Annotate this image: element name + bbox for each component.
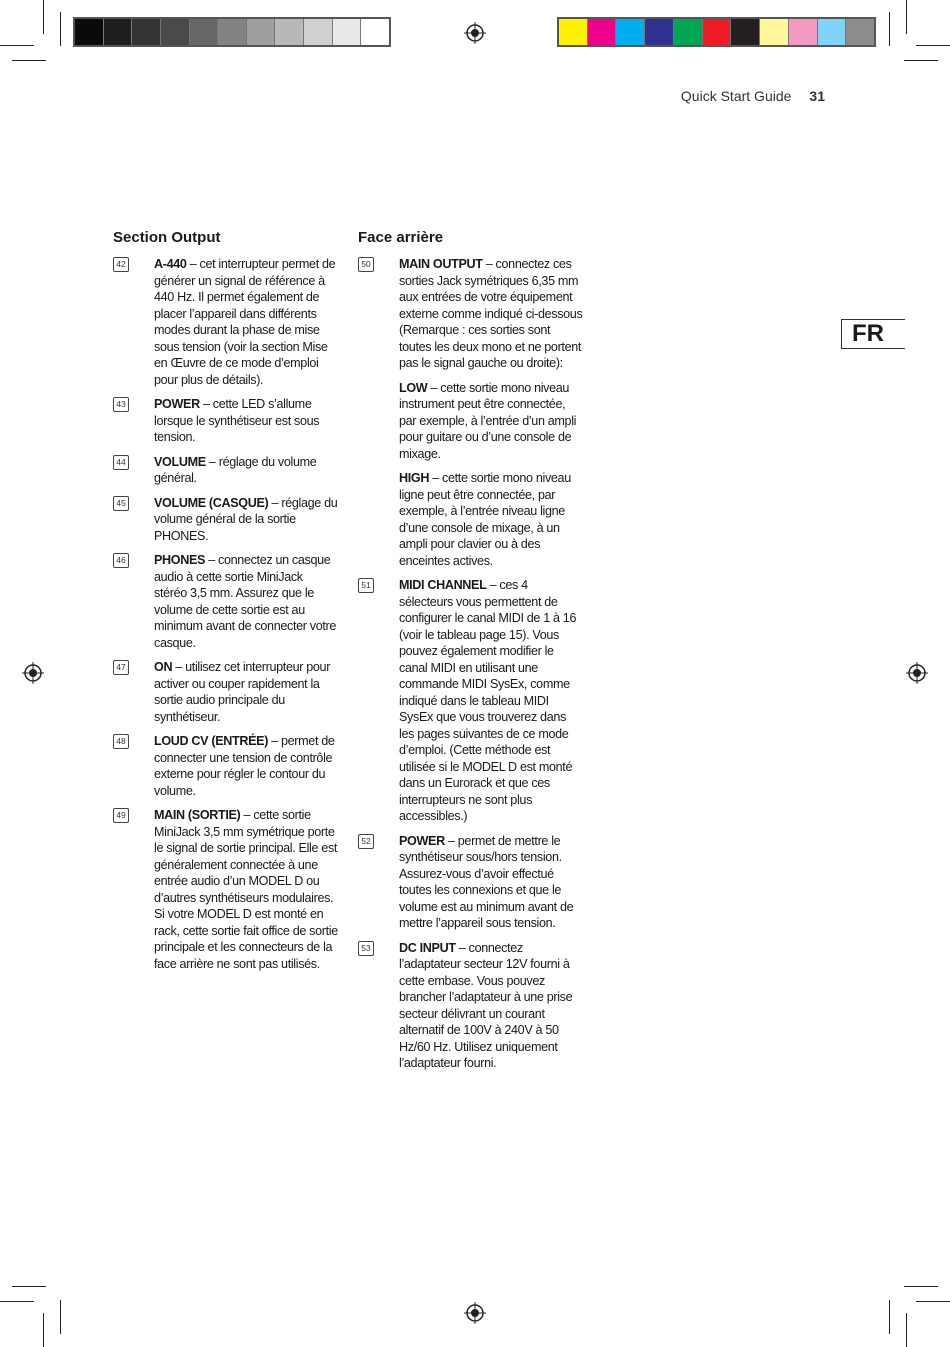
gray-swatch [217, 19, 246, 45]
page-number: 31 [809, 88, 825, 104]
page-header [681, 88, 825, 104]
item-description [154, 396, 338, 446]
color-swatch [615, 19, 644, 45]
item-description [399, 577, 583, 825]
item-text: – cette LED s’allume lorsque le synthétiseur est sous tension. [154, 397, 320, 444]
item-term: POWER [399, 833, 445, 848]
sub-item-text: – cette sortie mono niveau instrument peut être connectée, par exemple, à l’entrée d’un ampli pour guitare ou d’une console de mixage. [399, 380, 577, 461]
crop-mark [889, 12, 890, 46]
item-text: – connectez l’adaptateur secteur 12V fourni à cette embase. Vous pouvez brancher l’adaptateur à une prise secteur délivrant un courant alternatif de 100V à 240V à 50 Hz/60 Hz. Utilisez uniquement l’adaptateur fourni. [399, 940, 573, 1070]
item-term: VOLUME (CASQUE) [154, 495, 269, 510]
crop-mark [12, 60, 46, 61]
crop-mark [12, 1286, 46, 1287]
crop-mark [0, 1301, 34, 1302]
color-swatch [817, 19, 846, 45]
color-swatch [788, 19, 817, 45]
item-text: – utilisez cet interrupteur pour activer ou couper rapidement la sortie audio principale du synthétiseur. [154, 660, 331, 724]
item-number-badge: 45 [113, 496, 129, 511]
item-term: A-440 [154, 257, 187, 271]
crop-mark [904, 60, 938, 61]
color-swatch [845, 19, 874, 45]
gray-swatch [360, 19, 389, 45]
crop-mark [0, 45, 34, 46]
item-description [399, 256, 583, 372]
item-description [154, 454, 338, 487]
rear-panel-column [358, 229, 583, 1080]
item-text: – connectez un casque audio à cette sortie MiniJack stéréo 3,5 mm. Assurez que le volume de cette sortie est au minimum avant de connecter votre casque. [154, 553, 336, 650]
item-text: – permet de mettre le synthétiseur sous/hors tension. Assurez-vous d’avoir effectué toutes les connexions et que le volume est au minimum avant de mettre l’appareil sous tension. [399, 833, 574, 930]
crop-mark [43, 0, 44, 34]
crop-mark [43, 1313, 44, 1347]
guide-title: Quick Start Guide [680, 88, 792, 104]
sub-item-term: HIGH [399, 471, 430, 485]
item-text: – réglage du volume général de la sortie PHONES. [154, 495, 338, 543]
gray-swatch [160, 19, 189, 45]
item-number-badge: 46 [113, 553, 129, 568]
registration-target-icon [464, 22, 486, 44]
item-description [154, 552, 338, 651]
section-output-column [113, 229, 338, 980]
item-term: POWER [154, 397, 200, 411]
crop-mark [916, 45, 950, 46]
item-term: ON [154, 660, 173, 674]
color-swatch [559, 19, 587, 45]
item-number-badge: 51 [358, 578, 374, 593]
list-item [113, 659, 338, 725]
item-term: MAIN OUTPUT [399, 257, 483, 271]
item-text: – réglage du volume général. [154, 454, 317, 485]
language-tab: FR [841, 319, 905, 349]
gray-swatch [75, 19, 103, 45]
item-number-badge: 43 [113, 397, 129, 412]
sub-item [399, 380, 583, 463]
sub-item [399, 470, 583, 569]
gray-swatch [103, 19, 132, 45]
crop-mark [906, 1313, 907, 1347]
item-description [154, 659, 338, 725]
item-number-badge: 49 [113, 808, 129, 823]
item-number-badge: 52 [358, 834, 374, 849]
item-description [399, 940, 583, 1072]
item-number-badge: 47 [113, 660, 129, 675]
item-description [154, 256, 338, 388]
list-item [113, 396, 338, 446]
item-description [154, 495, 338, 545]
gray-swatch [131, 19, 160, 45]
gray-swatch [274, 19, 303, 45]
crop-mark [906, 0, 907, 34]
item-list [358, 256, 583, 1072]
item-term: LOUD CV (ENTRÉE) [154, 734, 269, 748]
item-description [154, 807, 338, 972]
item-description [399, 833, 583, 932]
item-list [113, 256, 338, 972]
crop-mark [904, 1286, 938, 1287]
item-text: – connectez ces sorties Jack symétriques 6,35 mm aux entrées de votre équipement externe comme indiqué ci-dessous (Remarque : ces sorties sont toutes les deux mono et ne portent pas le signal gauche ou droite): [399, 257, 583, 370]
crop-mark [60, 1300, 61, 1334]
gray-swatch [332, 19, 361, 45]
gray-swatch [303, 19, 332, 45]
item-text: – permet de connecter une tension de contrôle externe pour régler le contour du volume. [154, 734, 335, 798]
crop-mark [916, 1301, 950, 1302]
sub-item-term: LOW [399, 380, 428, 395]
list-item [113, 552, 338, 651]
item-term: PHONES [154, 553, 206, 567]
color-swatch [759, 19, 788, 45]
gray-swatch [189, 19, 218, 45]
crop-mark [60, 12, 61, 46]
list-item [113, 733, 338, 799]
list-item [358, 256, 583, 569]
sub-item-text: – cette sortie mono niveau ligne peut être connectée, par exemple, à l’entrée niveau ligne d’une console de mixage, à un ampli pour clavier ou à des enceintes actives. [399, 471, 571, 568]
registration-target-icon [906, 662, 928, 684]
item-number-badge: 44 [113, 455, 129, 470]
gray-color-bar [73, 17, 391, 47]
list-item [113, 807, 338, 972]
color-swatch [673, 19, 702, 45]
item-text: – cette sortie MiniJack 3,5 mm symétrique porte le signal de sortie principal. Elle est généralement connectée à une entrée audio d’un MODEL D ou d’autres synthétiseurs modulaires. Si votre MODEL D est monté en rack, cette sortie fait office de sortie principale et les connecteurs de la face arrière ne sont pas utilisés. [154, 808, 338, 971]
gray-swatch [246, 19, 275, 45]
item-term: MIDI CHANNEL [399, 578, 487, 592]
item-number-badge: 48 [113, 734, 129, 749]
item-description [154, 733, 338, 799]
list-item [113, 454, 338, 487]
section-title: Face arrière [358, 229, 444, 246]
list-item [113, 256, 338, 388]
registration-target-icon [464, 1302, 486, 1324]
registration-target-icon [22, 662, 44, 684]
item-text: – cet interrupteur permet de générer un signal de référence à 440 Hz. Il permet également de placer l’appareil dans différents modes durant la phase de mise sous tension (voir la section Mise en Œuvre de ce mode d’emploi pour plus de détails). [154, 257, 336, 387]
item-number-badge: 53 [358, 941, 374, 956]
color-swatch [587, 19, 616, 45]
list-item [358, 940, 583, 1072]
list-item [358, 577, 583, 825]
item-text: – ces 4 sélecteurs vous permettent de configurer le canal MIDI de 1 à 16 (voir le tableau page 15). Vous pouvez également modifier le canal MIDI en utilisant une commande MIDI SysEx, comme indiqué dans le tableau MIDI SysEx que vous trouverez dans les pages suivantes de ce mode d’emploi. (Cette méthode est utilisée si le MODEL D est monté dans un Eurorack et que ces interrupteurs ne sont plus accessibles.) [399, 578, 577, 823]
item-term: VOLUME [154, 454, 206, 469]
list-item [113, 495, 338, 545]
crop-mark [889, 1300, 890, 1334]
color-swatch [702, 19, 731, 45]
section-title: Section Output [113, 229, 221, 246]
list-item [358, 833, 583, 932]
item-number-badge: 42 [113, 257, 129, 272]
color-swatch [644, 19, 673, 45]
item-number-badge: 50 [358, 257, 374, 272]
item-term: DC INPUT [399, 940, 456, 955]
color-swatch [730, 19, 759, 45]
item-term: MAIN (SORTIE) [154, 808, 241, 822]
process-color-bar [557, 17, 876, 47]
